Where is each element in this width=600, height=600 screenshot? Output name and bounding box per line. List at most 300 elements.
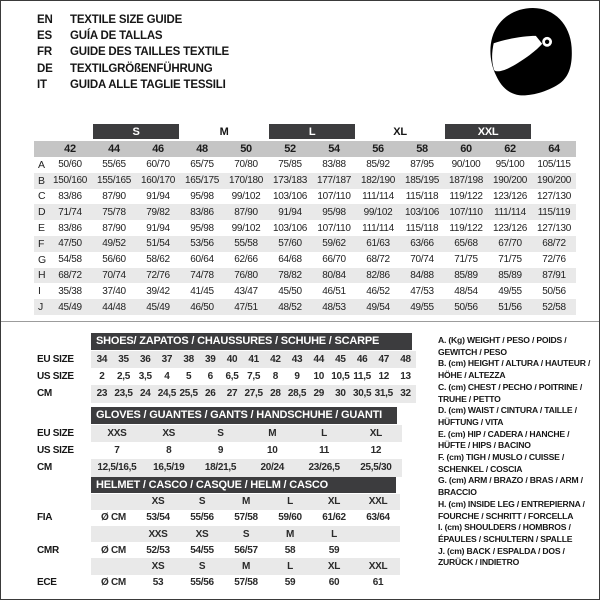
measurement-cell: 91/94 xyxy=(146,222,170,234)
measurement-cell: 111/114 xyxy=(362,222,394,234)
measurement-cell: 64/68 xyxy=(278,254,302,266)
measurement-cell: 76/80 xyxy=(224,268,268,284)
size-group-row xyxy=(34,124,576,140)
section-header-row xyxy=(34,333,416,350)
section-value-cell: 47 xyxy=(373,350,395,367)
empty-cell xyxy=(34,140,48,157)
section-value-cell: 24,5 xyxy=(156,385,178,402)
section-value-cell: 61/62 xyxy=(322,512,346,524)
section-value-cell: L xyxy=(268,558,312,574)
section-value-cell: 25,5/30 xyxy=(350,459,402,476)
section-value-cell xyxy=(356,526,400,542)
section-value-cell: 57/58 xyxy=(234,577,258,589)
measurement-cell: 91/94 xyxy=(146,190,170,202)
measurement-cell: 187/198 xyxy=(444,173,488,189)
section-row-label: EU SIZE xyxy=(37,427,74,439)
measurement-cell: 44/48 xyxy=(92,299,136,315)
measurement-cell: 50/56 xyxy=(542,285,566,297)
measurement-cell: 115/118 xyxy=(405,190,439,202)
measurement-cell: 49/55 xyxy=(400,299,444,315)
measurement-cell: 87/90 xyxy=(102,190,126,202)
section-data-row xyxy=(34,368,416,385)
measurement-cell: 123/126 xyxy=(493,190,528,202)
measurement-cell: 47/51 xyxy=(224,299,268,315)
measurement-cell: 119/122 xyxy=(449,222,483,234)
section-value-cell: 12 xyxy=(378,370,390,382)
section-value-cell: 52/53 xyxy=(146,544,170,556)
measurement-row-label: D xyxy=(34,204,48,220)
section-value-cell: 45 xyxy=(330,350,352,367)
measurement-cell: 107/110 xyxy=(317,222,351,234)
measurement-row-label: E xyxy=(38,222,45,235)
section-value-cell: 61 xyxy=(372,577,384,589)
section-data-row xyxy=(34,442,402,459)
measurement-cell: 60/64 xyxy=(190,254,214,266)
helmet-size-table xyxy=(34,477,405,591)
size-group-header: S xyxy=(92,124,180,140)
measurement-cell: 170/180 xyxy=(224,173,268,189)
measurement-cell: 66/70 xyxy=(322,254,346,266)
measurement-cell: 111/114 xyxy=(362,190,394,202)
section-value-cell: 16,5/19 xyxy=(143,459,195,476)
section-title-bar: SHOES/ ZAPATOS / CHAUSSURES / SCHUHE / SCARPE xyxy=(91,333,416,350)
section-row-label: US SIZE xyxy=(37,444,74,456)
section-value-cell: 43 xyxy=(286,350,308,367)
measurement-cell: 75/85 xyxy=(278,159,302,171)
empty-cell xyxy=(34,124,92,140)
section-value-cell: 3,5 xyxy=(138,370,152,382)
guide-title: GUÍA DE TALLAS xyxy=(70,30,163,43)
measurement-cell: 67/70 xyxy=(488,236,532,252)
measurement-cell: 45/50 xyxy=(278,285,302,297)
section-value-cell: 5 xyxy=(185,370,192,382)
diameter-unit-cell: Ø CM xyxy=(101,512,126,524)
section-value-cell: 34 xyxy=(91,350,113,367)
measurement-row-label: H xyxy=(34,268,48,284)
section-value-cell: 59 xyxy=(284,577,296,589)
section-value-cell: 44 xyxy=(308,350,330,367)
section-title-bar: GLOVES / GUANTES / GANTS / HANDSCHUHE / GUANTI xyxy=(91,407,402,424)
measurement-cell: 99/102 xyxy=(356,204,400,220)
gloves-size-table xyxy=(34,407,406,477)
section-value-cell: 8 xyxy=(272,370,278,382)
main-size-table xyxy=(34,124,576,315)
section-row-label: EU SIZE xyxy=(37,353,74,365)
section-value-cell: 10 xyxy=(313,370,324,382)
measurement-cell: 75/78 xyxy=(92,204,136,220)
measurement-cell: 68/72 xyxy=(532,236,576,252)
measurement-cell: 83/86 xyxy=(180,204,224,220)
racing-helmet-icon xyxy=(479,5,577,109)
measurement-cell: 90/100 xyxy=(451,159,481,171)
measurement-cell: 63/66 xyxy=(400,236,444,252)
section-value-cell: XL xyxy=(312,493,356,509)
section-separator-line xyxy=(1,321,600,322)
section-value-cell: 41 xyxy=(243,350,265,367)
section-value-cell: 25,5 xyxy=(178,385,200,402)
section-value-cell: 39 xyxy=(199,350,221,367)
legend-item: B. (cm) HEIGHT / ALTURA / HAUTEUR / HÖHE / ALTEZZA xyxy=(438,358,591,381)
section-value-cell: 30 xyxy=(330,385,352,402)
section-value-cell: 63/64 xyxy=(366,512,390,524)
section-value-cell: M xyxy=(268,526,312,542)
section-value-cell: 13 xyxy=(400,370,411,382)
language-code: FR xyxy=(37,46,52,59)
section-data-row xyxy=(34,459,402,476)
size-number-header: 46 xyxy=(136,140,180,157)
measurement-row xyxy=(34,173,576,189)
empty-cell xyxy=(532,124,576,140)
measurement-cell: 87/90 xyxy=(102,222,126,234)
section-value-cell: 60 xyxy=(328,577,340,589)
section-data-row xyxy=(34,510,400,526)
measurement-cell: 45/49 xyxy=(136,299,180,315)
section-row-label: US SIZE xyxy=(37,370,74,382)
section-value-cell: XS xyxy=(136,493,180,509)
measurement-cell: 48/53 xyxy=(312,299,356,315)
measurement-cell: 48/54 xyxy=(454,285,478,297)
measurement-cell: 85/89 xyxy=(488,268,532,284)
language-row xyxy=(37,44,229,60)
section-value-cell: 54/55 xyxy=(190,544,214,556)
size-number-header: 58 xyxy=(400,140,444,157)
measurement-cell: 165/175 xyxy=(180,173,224,189)
measurement-row xyxy=(34,252,576,268)
measurement-cell: 173/183 xyxy=(268,173,312,189)
section-value-cell: XL xyxy=(350,424,402,441)
measurement-cell: 46/51 xyxy=(322,285,346,297)
section-value-cell: 10 xyxy=(267,444,278,456)
section-value-cell: 9 xyxy=(217,444,224,456)
section-value-cell: 55/56 xyxy=(190,577,214,589)
measurement-cell: 37/40 xyxy=(102,285,126,297)
language-code: DE xyxy=(37,62,53,75)
section-value-cell: 7,5 xyxy=(247,370,261,382)
section-row-label: CMR xyxy=(37,544,59,556)
shoes-size-table xyxy=(34,333,421,403)
section-value-cell: S xyxy=(180,558,224,574)
section-value-cell: L xyxy=(298,424,350,441)
section-value-cell: 40 xyxy=(221,350,243,367)
measurement-cell: 39/42 xyxy=(146,285,170,297)
measurement-cell: 85/89 xyxy=(444,268,488,284)
section-value-cell: 24 xyxy=(134,385,156,402)
measurement-cell: 46/52 xyxy=(366,285,390,297)
empty-cell xyxy=(34,477,91,493)
measurement-cell: 182/190 xyxy=(356,173,400,189)
measurement-cell: 70/80 xyxy=(234,159,258,171)
section-value-cell: 28 xyxy=(265,385,287,402)
size-numbers-row xyxy=(34,140,576,157)
size-number-header: 54 xyxy=(312,140,356,157)
section-value-cell: 29 xyxy=(308,385,330,402)
measurement-row xyxy=(34,236,576,252)
measurement-cell: 60/70 xyxy=(146,159,170,171)
size-group-header: XL xyxy=(356,124,444,140)
measurement-cell: 53/56 xyxy=(180,236,224,252)
section-value-cell: 6,5 xyxy=(225,370,239,382)
measurement-row xyxy=(34,204,576,220)
measurement-cell: 72/76 xyxy=(542,254,566,266)
measurement-cell: 160/170 xyxy=(136,173,180,189)
diameter-unit-cell xyxy=(91,493,136,509)
section-data-row xyxy=(34,575,400,591)
measurement-row xyxy=(34,157,576,173)
measurement-cell: 50/60 xyxy=(58,159,82,171)
section-row-label: CM xyxy=(37,462,52,474)
measurement-cell: 95/98 xyxy=(190,190,214,202)
empty-cell xyxy=(34,407,91,424)
section-value-cell: 46 xyxy=(351,350,373,367)
measurement-cell: 87/90 xyxy=(224,204,268,220)
section-data-row xyxy=(34,542,400,558)
section-data-row xyxy=(34,424,402,441)
measurement-cell: 107/110 xyxy=(317,190,351,202)
section-value-cell: 58 xyxy=(284,544,296,556)
language-row xyxy=(37,28,229,44)
size-group-header: M xyxy=(180,124,268,140)
diameter-unit-cell xyxy=(91,526,136,542)
measurement-row-label: A xyxy=(38,158,45,171)
size-number-header: 48 xyxy=(180,140,224,157)
legend-item: F. (cm) TIGH / MUSLO / CUISSE / SCHENKEL / COSCIA xyxy=(438,452,565,474)
measurement-cell: 65/75 xyxy=(190,159,214,171)
section-value-cell: 12 xyxy=(370,444,382,456)
section-value-cell: 30,5 xyxy=(351,385,373,402)
size-number-header: 56 xyxy=(356,140,400,157)
measurement-cell: 103/106 xyxy=(400,204,444,220)
measurement-row-label: J xyxy=(34,299,48,315)
measurement-cell: 95/98 xyxy=(190,222,214,234)
measurement-cell: 43/47 xyxy=(234,285,258,297)
section-value-cell: 23/26,5 xyxy=(298,459,350,476)
section-value-cell: XXS xyxy=(136,526,180,542)
size-number-header: 44 xyxy=(92,140,136,157)
size-number-header: 50 xyxy=(224,140,268,157)
measurement-cell: 83/86 xyxy=(58,190,82,202)
measurement-cell: 68/72 xyxy=(48,268,92,284)
legend-item: H. (cm) INSIDE LEG / ENTREPIERNA / FOURCHE / SCHRITT / FORCELLA xyxy=(438,498,585,521)
size-number-header: 64 xyxy=(532,140,576,157)
legend-item: D. (cm) WAIST / CINTURA / TAILLE / HÜFTUNG / VITA xyxy=(438,405,577,427)
measurement-cell: 185/195 xyxy=(400,173,444,189)
section-value-cell: 27,5 xyxy=(243,385,265,402)
measurement-cell: 71/75 xyxy=(454,254,478,266)
section-value-cell: L xyxy=(312,526,356,542)
measurement-cell: 99/102 xyxy=(231,222,261,234)
section-row-label xyxy=(34,526,91,542)
language-code: IT xyxy=(37,78,47,91)
measurement-row xyxy=(34,220,576,236)
measurement-cell: 49/55 xyxy=(498,285,522,297)
measurement-row-label: G xyxy=(38,253,46,266)
measurement-cell: 41/45 xyxy=(190,285,214,297)
size-number-header: 60 xyxy=(444,140,488,157)
section-value-cell: XXS xyxy=(91,424,143,441)
measurement-cell: 119/122 xyxy=(449,190,483,202)
measurement-cell: 68/72 xyxy=(366,254,390,266)
section-value-cell: 53/54 xyxy=(146,512,170,524)
measurement-cell: 54/58 xyxy=(58,254,82,266)
guide-title: TEXTILGRÖßENFÜHRUNG xyxy=(70,62,213,75)
section-value-cell: 32 xyxy=(395,385,417,402)
section-value-cell: 53 xyxy=(152,577,164,589)
measurement-cell: 62/66 xyxy=(234,254,258,266)
measurement-cell: 72/76 xyxy=(136,268,180,284)
section-value-cell: 26 xyxy=(199,385,221,402)
measurement-cell: 56/60 xyxy=(102,254,126,266)
measurement-cell: 61/63 xyxy=(356,236,400,252)
measurement-cell: 35/38 xyxy=(58,285,82,297)
language-title-list xyxy=(37,12,229,93)
section-value-cell: XXL xyxy=(356,493,400,509)
measurement-cell: 82/86 xyxy=(356,268,400,284)
measurement-cell: 155/165 xyxy=(92,173,136,189)
measurement-legend xyxy=(438,335,595,569)
legend-item: G. (cm) ARM / BRAZO / BRAS / ARM / BRACCIO xyxy=(438,475,583,498)
section-value-cell: 48 xyxy=(395,350,417,367)
section-value-cell: 11 xyxy=(319,444,330,456)
section-value-cell: 6 xyxy=(207,370,213,382)
section-value-cell: 10,5 xyxy=(331,370,350,382)
measurement-cell: 115/118 xyxy=(405,222,439,234)
section-value-cell: 55/56 xyxy=(190,512,214,524)
measurement-cell: 99/102 xyxy=(231,190,261,202)
section-row-label xyxy=(34,493,91,509)
measurement-cell: 48/52 xyxy=(268,299,312,315)
legend-item: J. (cm) BACK / ESPALDA / DOS / ZURÜCK / INDIETRO xyxy=(438,545,565,568)
measurement-cell: 49/52 xyxy=(92,236,136,252)
measurement-cell: 150/160 xyxy=(48,173,92,189)
measurement-cell: 91/94 xyxy=(268,204,312,220)
section-value-cell: S xyxy=(195,424,247,441)
section-data-row xyxy=(34,558,400,574)
measurement-cell: 65/68 xyxy=(444,236,488,252)
section-value-cell: 23,5 xyxy=(113,385,135,402)
section-value-cell: 9 xyxy=(294,370,300,382)
measurement-row xyxy=(34,268,576,284)
section-value-cell: 7 xyxy=(114,444,120,456)
size-number-header: 52 xyxy=(268,140,312,157)
measurement-cell: 52/58 xyxy=(532,299,576,315)
section-row-label: ECE xyxy=(37,577,57,589)
section-value-cell: 35 xyxy=(113,350,135,367)
section-row-label: FIA xyxy=(37,512,53,524)
measurement-cell: 50/56 xyxy=(444,299,488,315)
measurement-cell: 59/62 xyxy=(312,236,356,252)
diameter-unit-cell: Ø CM xyxy=(101,544,126,556)
section-value-cell: 2 xyxy=(99,370,105,382)
section-value-cell: 42 xyxy=(265,350,287,367)
guide-title: GUIDE DES TAILLES TEXTILE xyxy=(70,46,229,59)
section-value-cell: M xyxy=(224,493,268,509)
measurement-cell: 47/50 xyxy=(48,236,92,252)
section-value-cell: 2,5 xyxy=(117,370,131,382)
section-value-cell: S xyxy=(224,526,268,542)
measurement-cell: 107/110 xyxy=(444,204,488,220)
section-value-cell: 8 xyxy=(166,444,172,456)
size-number-header: 62 xyxy=(488,140,532,157)
measurement-row-label: C xyxy=(38,190,46,203)
section-row-label: CM xyxy=(37,388,52,400)
measurement-cell: 190/200 xyxy=(488,173,532,189)
language-row xyxy=(37,12,229,28)
measurement-row-label: F xyxy=(34,236,48,252)
measurement-cell: 78/82 xyxy=(268,268,312,284)
empty-cell xyxy=(34,333,91,350)
section-value-cell: 57/58 xyxy=(234,512,258,524)
measurement-cell: 190/200 xyxy=(532,173,576,189)
measurement-cell: 71/75 xyxy=(498,254,522,266)
measurement-row-label: I xyxy=(38,285,41,298)
measurement-cell: 74/78 xyxy=(180,268,224,284)
measurement-cell: 70/74 xyxy=(92,268,136,284)
section-value-cell: 11,5 xyxy=(353,370,371,382)
measurement-cell: 47/53 xyxy=(410,285,434,297)
section-value-cell: M xyxy=(246,424,298,441)
measurement-cell: 127/130 xyxy=(537,222,572,234)
measurement-cell: 103/106 xyxy=(272,190,308,202)
section-title-bar: HELMET / CASCO / CASQUE / HELM / CASCO xyxy=(91,477,400,493)
section-value-cell: 20/24 xyxy=(246,459,298,476)
legend-item: E. (cm) HIP / CADERA / HANCHE / HÜFTE / HIPS / BACINO xyxy=(438,428,570,451)
measurement-row xyxy=(34,283,576,299)
section-value-cell xyxy=(356,542,400,558)
size-group-header: L xyxy=(268,124,356,140)
legend-item: I. (cm) SHOULDERS / HOMBROS / ÉPAULES / SCHULTERN / SPALLE xyxy=(438,522,573,544)
section-value-cell: 27 xyxy=(221,385,243,402)
measurement-cell: 83/88 xyxy=(322,159,346,171)
language-row xyxy=(37,77,229,93)
measurement-cell: 46/50 xyxy=(180,299,224,315)
measurement-cell: 84/88 xyxy=(400,268,444,284)
section-value-cell: 12,5/16,5 xyxy=(91,459,143,476)
measurement-cell: 45/49 xyxy=(48,299,92,315)
section-value-cell: 18/21,5 xyxy=(195,459,247,476)
measurement-cell: 55/58 xyxy=(224,236,268,252)
measurement-cell: 87/95 xyxy=(410,159,434,171)
legend-item: A. (Kg) WEIGHT / PESO / POIDS / GEWITCH / PESO xyxy=(438,335,567,357)
section-value-cell: 59 xyxy=(328,544,340,556)
measurement-cell: 127/130 xyxy=(537,190,572,202)
section-value-cell: 23 xyxy=(91,385,113,402)
measurement-cell: 95/100 xyxy=(495,159,525,171)
section-value-cell: 28,5 xyxy=(286,385,308,402)
measurement-cell: 123/126 xyxy=(493,222,528,234)
measurement-cell: 105/115 xyxy=(537,159,571,171)
measurement-cell: 87/91 xyxy=(532,268,576,284)
section-value-cell: XS xyxy=(143,424,195,441)
measurement-cell: 70/74 xyxy=(410,254,434,266)
section-value-cell: M xyxy=(224,558,268,574)
measurement-cell: 103/106 xyxy=(272,222,308,234)
section-value-cell: 36 xyxy=(134,350,156,367)
guide-title: TEXTILE SIZE GUIDE xyxy=(70,14,183,26)
section-data-row xyxy=(34,493,400,509)
measurement-cell: 111/114 xyxy=(488,204,532,220)
section-row-label xyxy=(34,558,91,574)
language-code: EN xyxy=(37,14,53,26)
language-code: ES xyxy=(37,30,52,43)
section-value-cell: 31,5 xyxy=(373,385,395,402)
section-data-row xyxy=(34,385,416,402)
measurement-cell: 49/54 xyxy=(356,299,400,315)
measurement-cell: 83/86 xyxy=(58,222,82,234)
measurement-cell: 51/56 xyxy=(488,299,532,315)
section-value-cell: 37 xyxy=(156,350,178,367)
measurement-cell: 57/60 xyxy=(268,236,312,252)
section-value-cell: 38 xyxy=(178,350,200,367)
